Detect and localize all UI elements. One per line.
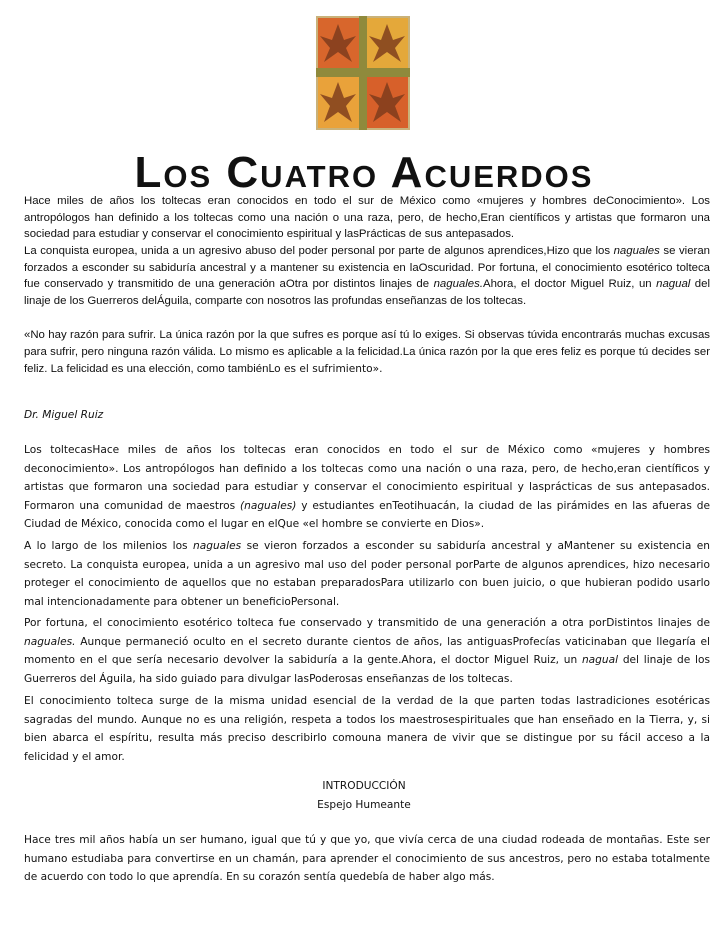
body-paragraph-2 (24, 537, 710, 611)
quote-author-text: Dr. Miguel Ruiz (24, 409, 104, 421)
body-p1-part-c: y estudiantes enTeotihuacán, la ciudad de las pirámides en las afueras de Ciudad de México, conocida como el lugar en elQue «el hombre se convierte en Dios». (24, 499, 710, 531)
body-paragraph-1 (24, 441, 710, 534)
body-paragraph-5 (24, 831, 710, 887)
book-cover-image (316, 16, 410, 130)
body-p3-part-c: Aunque permaneció oculto en el secreto durante cientos de años, las antiguasProfecías vaticinaban que llegaría el momento en el que sería necesario devolver la sabiduría a la gente.Ahora, el doctor Miguel Ruiz, un (24, 635, 710, 667)
body-p3-part-e: del linaje de los Guerreros del Águila, ha sido guiado para divulgar lasPoderosas enseñanzas de los toltecas. (24, 654, 710, 685)
intro-quote-part-a: «No hay razón para sufrir. La única razón por la que sufres es porque así tú lo exiges. Si observas túvida encontrarás muchas excusas para sufrir, pero ninguna razón válida. Lo mismo es aplicable a la felicidad.La única razón por la que eres feliz es porque tú decides ser feliz. La felicidad es una elección, como también (24, 329, 710, 376)
body-p5-text: Hace tres mil años había un ser humano, igual que tú y que yo, que vivía cerca de una ciudad rodeada de montañas. Este ser humano estudiaba para convertirse en un chamán, para aprender el conocimiento de sus ancestros, pero no estaba totalmente de acuerdo con todo lo que aprendía. En su corazón sentía quedebía de haber algo más. (24, 834, 710, 884)
body-p3-part-d: nagual (581, 654, 619, 667)
document-title: Los Cuatro Acuerdos (134, 148, 594, 197)
body-p3-part-b: naguales. (24, 635, 76, 648)
intro-p2-part-b: naguales (613, 245, 660, 257)
body-paragraph-3 (24, 614, 710, 688)
body-paragraph-4 (24, 692, 710, 766)
intro-p2-part-a: La conquista europea, unida a un agresivo abuso del poder personal por parte de algunos aprendices,Hizo que los (24, 245, 614, 257)
intro-paragraph-1-text: Hace miles de años los toltecas eran conocidos en todo el sur de México como «mujeres y hombres deConocimiento». Los antropólogos han definido a los toltecas como una nación o una raza, pero, de hecho,Eran científicos y artistas que formaron una sociedad para estudiar y conservar el conocimiento espiritual y lasPrácticas de sus antepasados. (24, 195, 710, 241)
body-p4-text: El conocimiento tolteca surge de la misma unidad esencial de la verdad de la que parten todas lastradiciones esotéricas sagradas del mundo. Aunque no es una religión, respeta a todos los maestrosespirituales que han enseñado en la Tierra, y, si bien abarca el espíritu, resulta más preciso describirlo comouna manera de vivir que se distingue por su fácil acceso a la felicidad y el amor. (24, 695, 710, 763)
intro-paragraph-2 (24, 243, 710, 309)
intro-p2-part-c: se vieran forzados a esconder su sabiduría ancestral y a mantener su existencia en laOscuridad. Por fortuna, el conocimiento esotérico tolteca fue conservado y transmitido de una generación aOtra por distintos linajes de (24, 245, 711, 291)
intro-p2-part-f: nagual (656, 278, 691, 291)
body-p2-part-a: A lo largo de los milenios los (24, 540, 194, 552)
intro-p2-part-g: del linaje de los Guerreros delÁguila, comparte con nosotros las profundas enseñanzas de los toltecas. (24, 278, 711, 307)
cover-art (316, 16, 410, 130)
intro-p2-part-e: Ahora, el doctor Miguel Ruiz, un (482, 278, 657, 291)
section-subheading: Espejo Humeante (317, 799, 411, 811)
body-p1-part-b: (naguales) (239, 499, 297, 512)
body-p3-part-a: Por fortuna, el conocimiento esotérico tolteca fue conservado y transmitido de una generación a otra porDistintos linajes de (24, 617, 710, 629)
intro-paragraph-1 (24, 193, 710, 243)
body-p2-part-c: se vieron forzados a esconder su sabiduría ancestral y aMantener su existencia en secreto. La conquista europea, unida a un agresivo mal uso del poder personal porParte de algunos aprendices, hizo necesario proteger el conocimiento de aquellos que no estaban preparadosPara utilizarlo con buen juicio, o que hubieran podido usarlo mal intencionadamente para obtener un beneficioPersonal. (24, 540, 710, 608)
body-p1-part-a: Los toltecasHace miles de años los toltecas eran conocidos en todo el sur de México como «mujeres y hombres deconocimiento». Los antropólogos han definido a los toltecas como una nación o una raza, pero, de hecho,eran científicos y artistas que formaron una sociedad para estudiar y conservar el conocimiento espiritual y lasprácticas de sus antepasados. Formaron una comunidad de maestros (24, 444, 710, 512)
body-p2-part-b: naguales (193, 540, 242, 552)
intro-quote (24, 327, 710, 379)
intro-p2-part-d: naguales. (433, 278, 483, 291)
quote-author (24, 406, 710, 425)
intro-quote-part-b: Lo es el sufrimiento». (268, 363, 383, 376)
section-heading: INTRODUCCIÓN (322, 780, 406, 792)
